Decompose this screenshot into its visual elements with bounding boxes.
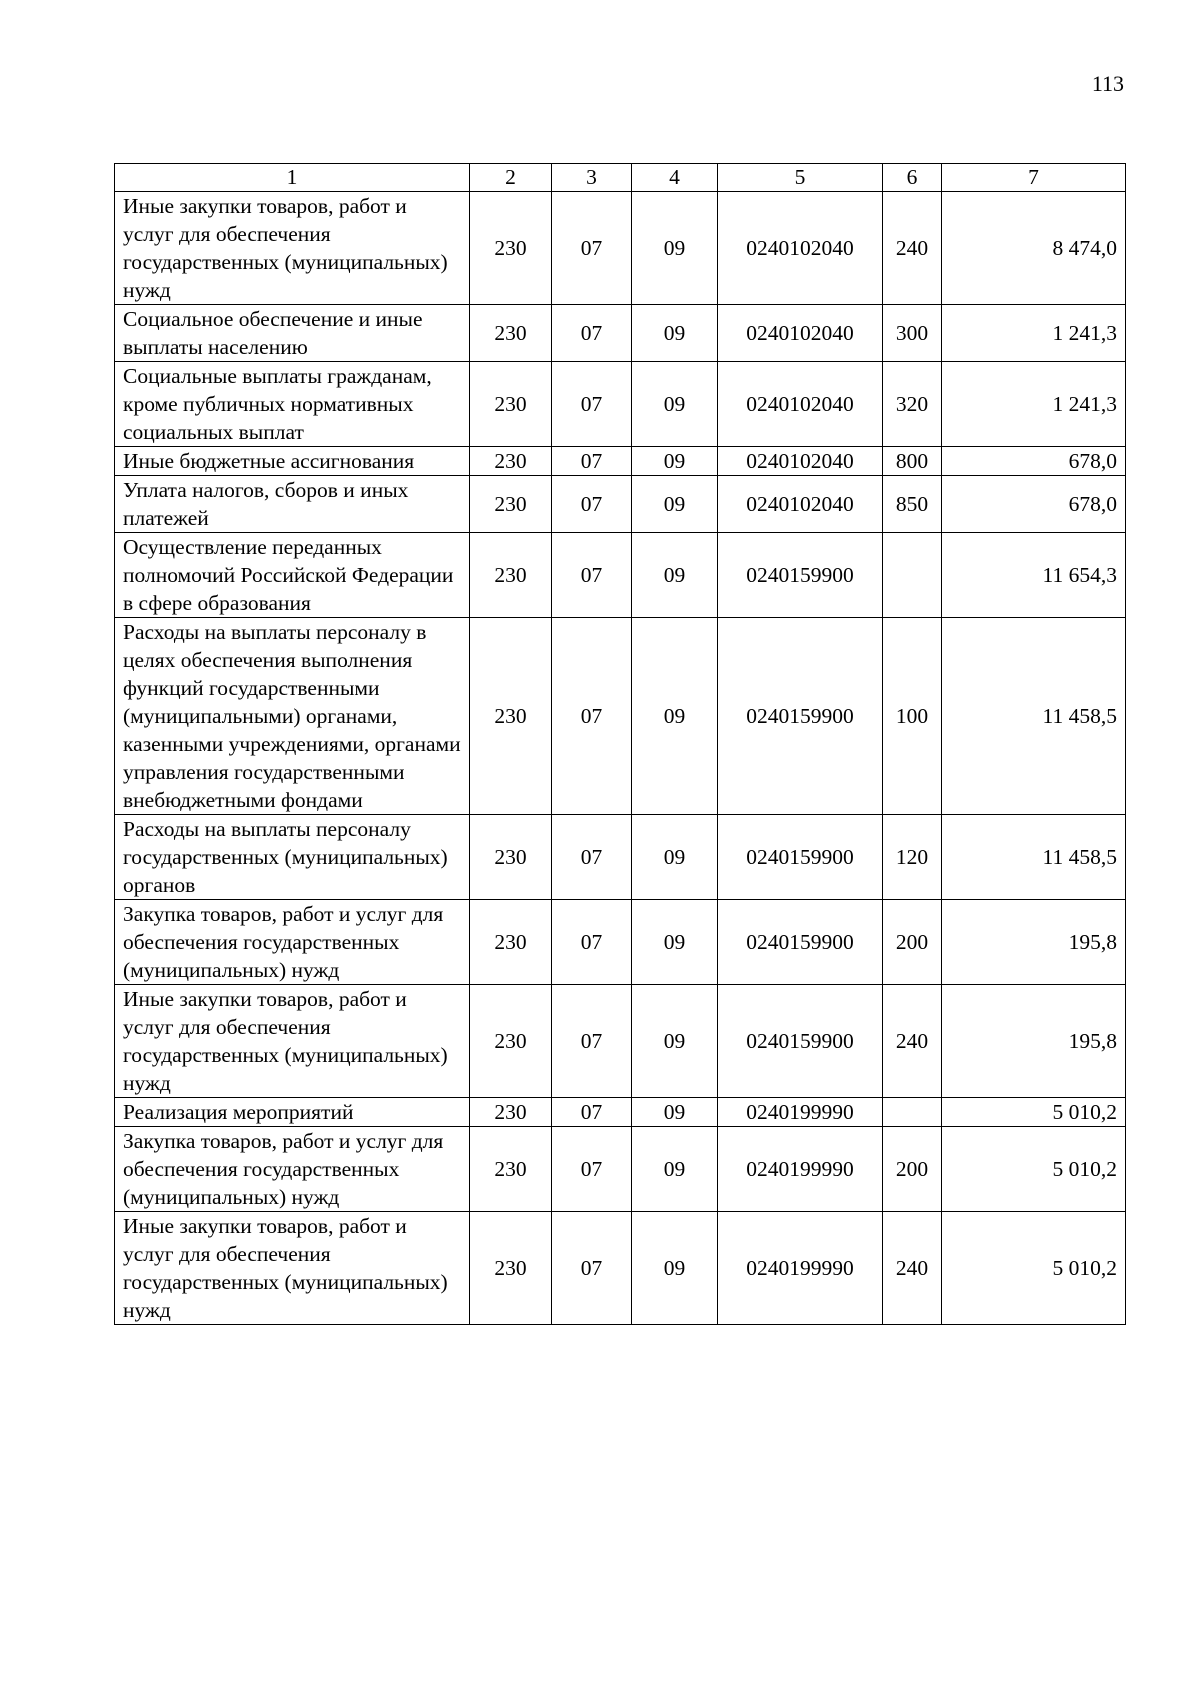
row-name-cell: Осуществление переданных полномочий Российской Федерации в сфере образования (115, 533, 470, 618)
subsection-cell: 09 (632, 447, 718, 476)
row-name-cell: Реализация мероприятий (115, 1098, 470, 1127)
expense-type-cell: 200 (883, 900, 942, 985)
expense-type-cell: 240 (883, 985, 942, 1098)
target-article-cell: 0240102040 (718, 476, 883, 533)
target-article-cell: 0240199990 (718, 1127, 883, 1212)
column-number-7: 7 (942, 164, 1126, 192)
section-cell: 07 (552, 900, 632, 985)
table-row (115, 1098, 1126, 1127)
amount-cell: 1 241,3 (942, 362, 1126, 447)
amount-cell: 11 458,5 (942, 618, 1126, 815)
section-cell: 07 (552, 192, 632, 305)
expense-type-cell (883, 533, 942, 618)
section-cell: 07 (552, 533, 632, 618)
amount-cell: 5 010,2 (942, 1098, 1126, 1127)
ministry-code-cell: 230 (470, 476, 552, 533)
table-row (115, 1212, 1126, 1325)
row-name-cell: Уплата налогов, сборов и иных платежей (115, 476, 470, 533)
table-body (115, 164, 1126, 1325)
page-number: 113 (1091, 71, 1124, 96)
row-name-cell: Иные закупки товаров, работ и услуг для обеспечения государственных (муниципальных) нужд (115, 1212, 470, 1325)
section-cell: 07 (552, 1212, 632, 1325)
column-number-2: 2 (470, 164, 552, 192)
row-name-cell: Иные бюджетные ассигнования (115, 447, 470, 476)
expense-type-cell: 240 (883, 192, 942, 305)
ministry-code-cell: 230 (470, 1212, 552, 1325)
section-cell: 07 (552, 1127, 632, 1212)
table-row (115, 447, 1126, 476)
row-name-cell: Закупка товаров, работ и услуг для обеспечения государственных (муниципальных) нужд (115, 1127, 470, 1212)
amount-cell: 5 010,2 (942, 1127, 1126, 1212)
subsection-cell: 09 (632, 533, 718, 618)
section-cell: 07 (552, 815, 632, 900)
subsection-cell: 09 (632, 985, 718, 1098)
section-cell: 07 (552, 305, 632, 362)
section-cell: 07 (552, 985, 632, 1098)
ministry-code-cell: 230 (470, 1127, 552, 1212)
ministry-code-cell: 230 (470, 618, 552, 815)
target-article-cell: 0240159900 (718, 533, 883, 618)
ministry-code-cell: 230 (470, 815, 552, 900)
subsection-cell: 09 (632, 1127, 718, 1212)
target-article-cell: 0240102040 (718, 192, 883, 305)
row-name-cell: Расходы на выплаты персоналу государственных (муниципальных) органов (115, 815, 470, 900)
expense-type-cell: 320 (883, 362, 942, 447)
amount-cell: 678,0 (942, 476, 1126, 533)
expense-type-cell: 300 (883, 305, 942, 362)
target-article-cell: 0240102040 (718, 447, 883, 476)
row-name-cell: Расходы на выплаты персоналу в целях обеспечения выполнения функций государственными (муниципальными) органами, казенными учреждениями, органами управления государственными внебюджетными фондами (115, 618, 470, 815)
subsection-cell: 09 (632, 362, 718, 447)
section-cell: 07 (552, 618, 632, 815)
table-row (115, 900, 1126, 985)
subsection-cell: 09 (632, 815, 718, 900)
row-name-cell: Социальное обеспечение и иные выплаты населению (115, 305, 470, 362)
subsection-cell: 09 (632, 305, 718, 362)
subsection-cell: 09 (632, 192, 718, 305)
amount-cell: 11 654,3 (942, 533, 1126, 618)
row-name-cell: Социальные выплаты гражданам, кроме публичных нормативных социальных выплат (115, 362, 470, 447)
target-article-cell: 0240159900 (718, 985, 883, 1098)
target-article-cell: 0240199990 (718, 1212, 883, 1325)
table-row (115, 533, 1126, 618)
row-name-cell: Закупка товаров, работ и услуг для обеспечения государственных (муниципальных) нужд (115, 900, 470, 985)
ministry-code-cell: 230 (470, 447, 552, 476)
table-row (115, 362, 1126, 447)
table-row (115, 618, 1126, 815)
amount-cell: 195,8 (942, 985, 1126, 1098)
ministry-code-cell: 230 (470, 305, 552, 362)
expense-type-cell: 240 (883, 1212, 942, 1325)
column-number-6: 6 (883, 164, 942, 192)
ministry-code-cell: 230 (470, 192, 552, 305)
column-number-row (115, 164, 1126, 192)
column-number-1: 1 (115, 164, 470, 192)
target-article-cell: 0240159900 (718, 618, 883, 815)
section-cell: 07 (552, 476, 632, 533)
subsection-cell: 09 (632, 618, 718, 815)
ministry-code-cell: 230 (470, 900, 552, 985)
expense-type-cell: 850 (883, 476, 942, 533)
section-cell: 07 (552, 447, 632, 476)
table-row (115, 985, 1126, 1098)
section-cell: 07 (552, 1098, 632, 1127)
ministry-code-cell: 230 (470, 362, 552, 447)
ministry-code-cell: 230 (470, 1098, 552, 1127)
subsection-cell: 09 (632, 476, 718, 533)
table-row (115, 1127, 1126, 1212)
target-article-cell: 0240199990 (718, 1098, 883, 1127)
table-row (115, 815, 1126, 900)
table-row (115, 476, 1126, 533)
subsection-cell: 09 (632, 900, 718, 985)
column-number-5: 5 (718, 164, 883, 192)
subsection-cell: 09 (632, 1212, 718, 1325)
ministry-code-cell: 230 (470, 985, 552, 1098)
amount-cell: 5 010,2 (942, 1212, 1126, 1325)
section-cell: 07 (552, 362, 632, 447)
amount-cell: 195,8 (942, 900, 1126, 985)
target-article-cell: 0240159900 (718, 900, 883, 985)
amount-cell: 1 241,3 (942, 305, 1126, 362)
ministry-code-cell: 230 (470, 533, 552, 618)
column-number-4: 4 (632, 164, 718, 192)
expense-type-cell: 200 (883, 1127, 942, 1212)
target-article-cell: 0240102040 (718, 305, 883, 362)
table-row (115, 192, 1126, 305)
row-name-cell: Иные закупки товаров, работ и услуг для обеспечения государственных (муниципальных) нужд (115, 192, 470, 305)
subsection-cell: 09 (632, 1098, 718, 1127)
target-article-cell: 0240159900 (718, 815, 883, 900)
expense-type-cell: 120 (883, 815, 942, 900)
expense-type-cell (883, 1098, 942, 1127)
table-row (115, 305, 1126, 362)
amount-cell: 678,0 (942, 447, 1126, 476)
target-article-cell: 0240102040 (718, 362, 883, 447)
column-number-3: 3 (552, 164, 632, 192)
expense-type-cell: 100 (883, 618, 942, 815)
expense-type-cell: 800 (883, 447, 942, 476)
amount-cell: 8 474,0 (942, 192, 1126, 305)
row-name-cell: Иные закупки товаров, работ и услуг для обеспечения государственных (муниципальных) нужд (115, 985, 470, 1098)
budget-table (114, 163, 1126, 1325)
amount-cell: 11 458,5 (942, 815, 1126, 900)
